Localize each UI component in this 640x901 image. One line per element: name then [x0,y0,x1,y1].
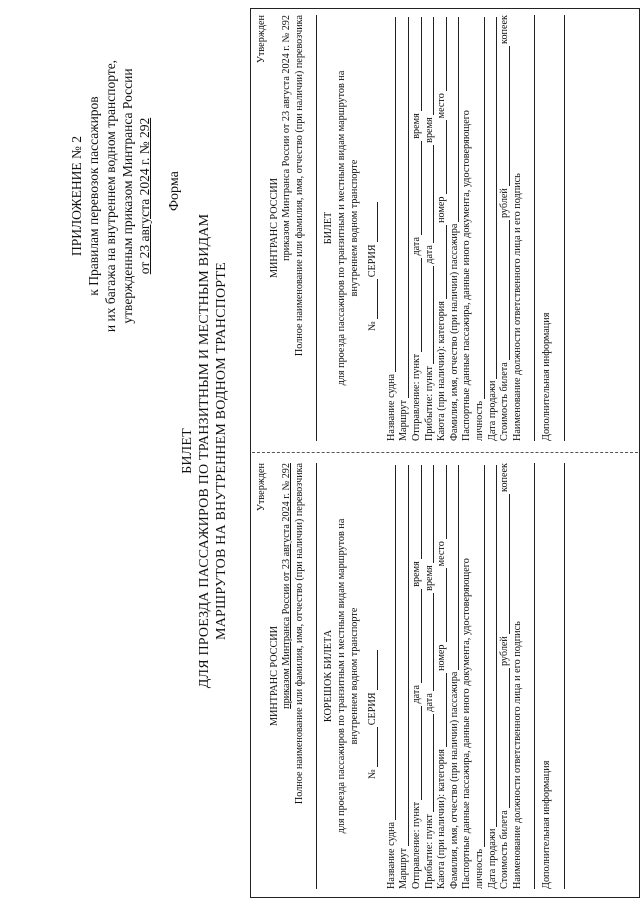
stub-cabin-label: Каюта (при наличии): категория [436,749,448,889]
appendix-line-1: к Правилам перевозок пассажиров [86,96,101,296]
ticket-departure-row [411,15,424,441]
stub-route-label: Маршрут [398,847,410,889]
ticket-vessel-row [386,15,399,441]
ticket-subtitle-1: для проезда пассажиров по транзитным и местным видам маршрутов на [335,70,347,386]
ticket-heading: БИЛЕТ [323,211,335,245]
stub-number-series-row [367,463,380,889]
stub-ministry: МИНТРАНС РОССИИ [268,626,280,726]
appendix-line-3: утвержденным приказом Минтранса России [120,68,135,324]
document-title [179,61,230,841]
stub-vessel-label: Название судна [385,821,397,889]
stub-cost-row [499,463,512,889]
stub-heading: КОРЕШОК БИЛЕТА [323,629,335,723]
stub-rub-label: рублей [499,636,511,667]
stub-carrier-line [306,463,317,889]
stub-route-row [398,463,411,889]
ticket-passport-row [474,15,487,441]
title-line-2: ДЛЯ ПРОЕЗДА ПАССАЖИРОВ ПО ТРАНЗИТНЫМ И МЕСТНЫМ ВИДАМ [197,213,212,689]
ticket-arrival-row [424,15,437,441]
stub-extra-line [554,463,565,889]
stub-no-label: № [367,769,379,779]
ticket-subtitle-2: внутреннем водном транспорте [348,159,360,297]
stub-cabin-number-label: номер [436,644,448,671]
stub-arrival-time-label: время [423,565,435,591]
stub-passport-line-2: личность [473,848,485,889]
ticket-order: приказом Минтранса России от 23 августа 2024 г. № 292 [281,15,293,261]
ticket-passenger-row [449,15,462,441]
stub-vessel-row [386,463,399,889]
appendix-header [68,1,153,391]
ticket-cabin-row [436,15,449,441]
ticket-sale-date-row [487,15,500,441]
title-line-3: МАРШРУТОВ НА ВНУТРЕННЕМ ВОДНОМ ТРАНСПОРТЕ [214,262,229,640]
ticket-main [256,15,565,441]
stub-approved: Утвержден [256,463,267,512]
tear-line [252,452,638,453]
stub-order: приказом Минтранса России от 23 августа 2024 г. № 292 [281,463,293,709]
ticket-cabin-number-label: номер [436,196,448,223]
title-line-1: БИЛЕТ [180,428,195,474]
ticket-seat-label: место [436,93,448,119]
ticket-arrival-label: Прибытие: пункт [423,366,435,441]
stub-passport-line-1: Паспортные данные пассажира, данные иного документа, удостоверяющего [461,558,473,889]
ticket-ministry: МИНТРАНС РОССИИ [268,178,280,278]
stub-series-label: СЕРИЯ [367,692,379,726]
ticket-stub [256,463,565,889]
ticket-route-label: Маршрут [398,399,410,441]
ticket-kop-label: копеек [499,15,511,44]
ticket-arrival-date-label: дата [423,245,435,264]
stub-official-line [524,463,535,889]
stub-kop-label: копеек [499,463,511,492]
appendix-title: ПРИЛОЖЕНИЕ № 2 [69,135,84,257]
ticket-cost-label: Стоимость билета [499,362,511,441]
ticket-departure-time-label: время [410,113,422,139]
stub-passenger-label: Фамилия, имя, отчество (при наличии) пассажира [448,671,460,889]
ticket-official-line [524,15,535,441]
appendix-line-4: от 23 августа 2024 г. № 292 [137,117,152,275]
stub-extra-label: Дополнительная информация [541,760,553,889]
stub-arrival-label: Прибытие: пункт [423,814,435,889]
ticket-extra-label: Дополнительная информация [541,312,553,441]
ticket-no-label: № [367,321,379,331]
stub-departure-time-label: время [410,561,422,587]
ticket-series-label: СЕРИЯ [367,244,379,278]
ticket-passport-line-1: Паспортные данные пассажира, данные иного документа, удостоверяющего [461,110,473,441]
ticket-vessel-label: Название судна [385,373,397,441]
stub-sale-date-label: Дата продажи [486,828,498,889]
stub-departure-row [411,463,424,889]
forma-label: Форма [167,171,182,211]
ticket-approved: Утвержден [256,15,267,64]
stub-arrival-row [424,463,437,889]
stub-subtitle-2: внутреннем водном транспорте [348,607,360,745]
stub-sale-date-row [487,463,500,889]
stub-official-label: Наименование должности ответственного лица и его подпись [511,621,523,889]
stub-seat-label: место [436,541,448,567]
ticket-cabin-label: Каюта (при наличии): категория [436,301,448,441]
ticket-passenger-label: Фамилия, имя, отчество (при наличии) пассажира [448,223,460,441]
stub-departure-date-label: дата [410,685,422,704]
ticket-arrival-time-label: время [423,117,435,143]
ticket-sale-date-label: Дата продажи [486,380,498,441]
ticket-rub-label: рублей [499,188,511,219]
ticket-official-label: Наименование должности ответственного лица и его подпись [511,173,523,441]
ticket-carrier-line [306,15,317,441]
ticket-number-series-row [367,15,380,441]
stub-arrival-date-label: дата [423,693,435,712]
stub-departure-label: Отправление: пункт [410,801,422,889]
ticket-carrier: Полное наименование или фамилия, имя, отчество (при наличии) перевозчика [293,15,305,357]
stub-cabin-row [436,463,449,889]
ticket-departure-label: Отправление: пункт [410,353,422,441]
stub-passenger-row [449,463,462,889]
ticket-route-row [398,15,411,441]
ticket-cost-row [499,15,512,441]
stub-carrier: Полное наименование или фамилия, имя, отчество (при наличии) перевозчика [293,463,305,805]
appendix-line-2: и их багажа на внутреннем водном транспорте, [103,59,118,333]
ticket-departure-date-label: дата [410,237,422,256]
stub-passport-row [474,463,487,889]
stub-subtitle-1: для проезда пассажиров по транзитным и местным видам маршрутов на [335,518,347,834]
ticket-passport-line-2: личность [473,400,485,441]
ticket-extra-line [554,15,565,441]
stub-cost-label: Стоимость билета [499,810,511,889]
